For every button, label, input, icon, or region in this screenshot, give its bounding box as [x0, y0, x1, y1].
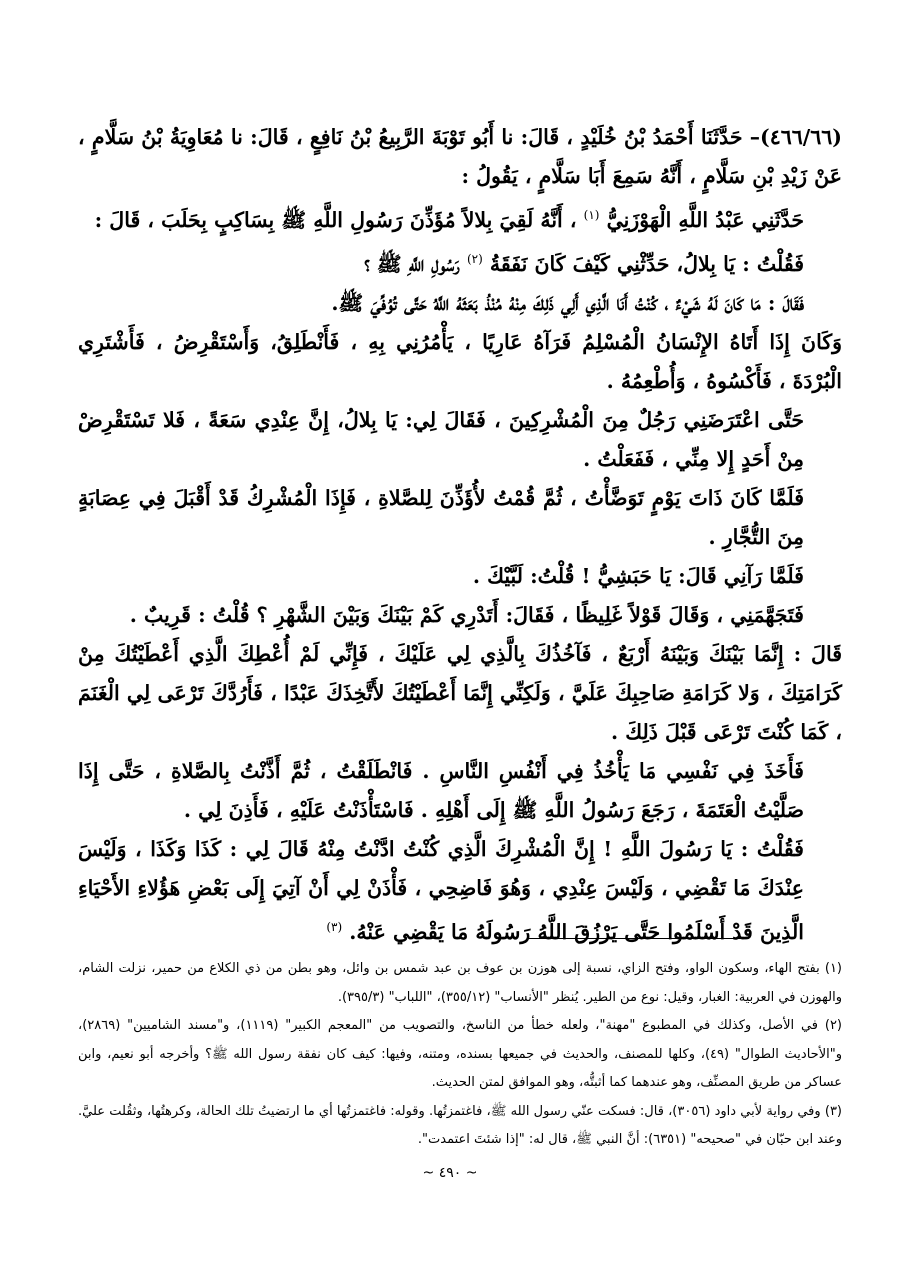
- footnote-3: (٣) وفي رواية لأبي داود (٣٠٥٦)، قال: فسكت عنّي رسول الله ﷺ، فاغتمزتُها. وقوله: فاغتمزتُها أي ما ارتضيتُ تلك الحالة، وكرهتُها، وثقُلت عليَّ. وعند ابن حبّان في "صحيحه" (٦٣٥١): أنَّ النبي ﷺ، قال له: "إذا شئتَ اعتمدت".: [78, 1103, 842, 1147]
- paragraph-5: وَكَانَ إِذَا أَتَاهُ الإِنْسَانُ الْمُسْلِمُ فَرَآهُ عَارِيًا ، يَأْمُرُنِي بِهِ ، فَأَنْطَلِقُ، وَأَسْتَقْرِضُ ، فَأَشْتَرِي الْبُرْدَةَ ، فَأَكْسُوهُ ، وَأُطْعِمُهُ .: [78, 329, 842, 393]
- page-number: ~ ٤٩٠ ~: [422, 1165, 478, 1181]
- paragraph-6: حَتَّى اعْتَرَضَنِي رَجُلٌ مِنَ الْمُشْرِكِينَ ، فَقَالَ لِي: يَا بِلالُ، إِنَّ عِنْدِي سَعَةً ، فَلا تَسْتَقْرِضْ مِنْ أَحَدٍ إِلا مِنِّي ، فَفَعَلْتُ .: [78, 407, 804, 471]
- paragraph-11: فَأَخَذَ فِي نَفْسِي مَا يَأْخُذُ فِي أَنْفُسِ النَّاسِ . فَانْطَلَقْتُ ، ثُمَّ أَذَّنْتُ بِالصَّلاةِ ، حَتَّى إِذَا صَلَّيْتُ الْعَتَمَةَ ، رَجَعَ رَسُولُ اللَّهِ ﷺ إِلَى أَهْلِهِ . فَاسْتَأْذَنْتُ عَلَيْهِ ، فَأَذِنَ لِي .: [78, 758, 804, 822]
- footnote-ref-3: (٣): [326, 919, 343, 934]
- paragraph-9: فَتَجَهَّمَنِي ، وَقَالَ قَوْلاً غَلِيظًا ، فَقَالَ: أَتَدْرِي كَمْ بَيْنَكَ وَبَيْنَ الشَّهْرِ ؟ قُلْتُ : قَرِيبٌ .: [129, 602, 804, 627]
- hadith-text: [78, 118, 842, 951]
- footnote-2: (٢) في الأصل، وكذلك في المطبوع "مهنة"، ولعله خطأ من الناسخ، والتصويب من "المعجم الكبير" (١١١٩)، و"مسند الشاميين" (٢٨٦٩)، و"الأحاديث الطوال" (٤٩)، وكلها للمصنف، والحديث في جميعها بسنده، ومتنه، وفيها: كيف كان نفقة رسول الله ﷺ؟ وأخرجه أبو نعيم، وابن عساكر من طريق المصنِّف، وهو عندهما كما أثبتُّه، وهو الموافق لمتن الحديث.: [78, 1018, 842, 1090]
- paragraph-3-text-b: رَسُولِ اللَّهِ ﷺ ؟: [364, 251, 460, 276]
- footnote-divider: [527, 938, 747, 939]
- paragraph-8: فَلَمَّا رَآنِي قَالَ: يَا حَبَشِيُّ ! قُلْتُ: لَبَّيْكَ .: [472, 563, 804, 588]
- footnote-ref-2: (٢): [466, 251, 483, 266]
- footnotes: [78, 955, 842, 1155]
- paragraph-10: قَالَ : إِنَّمَا بَيْنَكَ وَبَيْنَهُ أَرْبَعٌ ، فَآخُذُكَ بِالَّذِي لِي عَلَيْكَ ، فَإِنِّي لَمْ أُعْطِكَ الَّذِي أَعْطَيْتُكَ مِنْ كَرَامَتِكَ ، وَلا كَرَامَةِ صَاحِبِكَ عَلَيَّ ، وَلَكِنِّي إِنَّمَا أَعْطَيْتُكَ لأَتَّخِذَكَ عَبْدًا ، فَأَرُدَّكَ تَرْعَى لِي الْغَنَمَ ، كَمَا كُنْتَ تَرْعَى قَبْلَ ذَلِكَ .: [78, 641, 842, 744]
- paragraph-12: [78, 830, 842, 952]
- paragraph-2: [78, 196, 842, 240]
- paragraph-3-text-a: فَقُلْتُ : يَا بِلالُ، حَدِّثْنِي كَيْفَ كَانَ نَفَقَةُ: [489, 251, 804, 276]
- paragraph-4: فَقَالَ : مَا كَانَ لَهُ شَيْءٌ ، كُنْتُ أَنَا الَّذِي أَلِي ذَلِكَ مِنْهُ مُنْذُ بَعَثَهُ اللَّهُ حَتَّى تُوُفِّيَ ﷺ.: [331, 290, 804, 315]
- footnote-1: (١) بفتح الهاء، وسكون الواو، وفتح الزاي، نسبة إلى هوزن بن عوف بن عبد شمس بن وائل، وهو بطن من ذي الكلاع من حمير، نزلت الشام، والهوزن في العربية: الغبار، وقيل: نوع من الطير. يُنظر "الأنساب" (٣٥٥/١٢)، "اللباب" (٣٩٥/٣).: [78, 961, 842, 1005]
- paragraph-2-text-a: حَدَّثَنِي عَبْدُ اللَّهِ الْهَوْزَنِيُّ: [606, 207, 804, 232]
- footnote-ref-1: (١): [583, 208, 600, 222]
- paragraph-12-text: فَقُلْتُ : يَا رَسُولَ اللَّهِ ! إِنَّ الْمُشْرِكَ الَّذِي كُنْتُ ادَّنْتُ مِنْهُ قَالَ لِي : كَذَا وَكَذَا ، وَلَيْسَ عِنْدَكَ مَا تَقْضِي ، وَلَيْسَ عِنْدِي ، وَهُوَ فَاضِحِي ، فَأْذَنْ لِي أَنْ آتِيَ إِلَى بَعْضِ هَؤُلاءِ الأَحْيَاءِ الَّذِينَ قَدْ أَسْلَمُوا حَتَّى يَرْزُقَ اللَّهُ رَسُولَهُ مَا يَقْضِي عَنْهُ.: [78, 836, 804, 944]
- paragraph-7: فَلَمَّا كَانَ ذَاتَ يَوْمٍ تَوَضَّأْتُ ، ثُمَّ قُمْتُ لأُؤَذِّنَ لِلصَّلاةِ ، فَإِذَا الْمُشْرِكُ قَدْ أَقْبَلَ فِي عِصَابَةٍ مِنَ التُّجَّارِ .: [78, 485, 804, 549]
- paragraph-2-text-b: ، أَنَّهُ لَقِيَ بِلالاً مُؤَذِّنَ رَسُولِ اللَّهِ ﷺ بِسَاكِبٍ بِحَلَبَ ، قَالَ :: [94, 207, 577, 232]
- hadith-isnad: (٤٦٦/٦٦)– حَدَّثَنَا أَحْمَدُ بْنُ خُلَيْدٍ ، قَالَ: نا أَبُو تَوْبَةَ الرَّبِيعُ بْنُ نَافِعٍ ، قَالَ: نا مُعَاوِيَةُ بْنُ سَلَّامٍ ، عَنْ زَيْدِ بْنِ سَلَّامٍ ، أَنَّهُ سَمِعَ أَبَا سَلَّامٍ ، يَقُولُ :: [78, 125, 842, 188]
- paragraph-3: [78, 240, 842, 284]
